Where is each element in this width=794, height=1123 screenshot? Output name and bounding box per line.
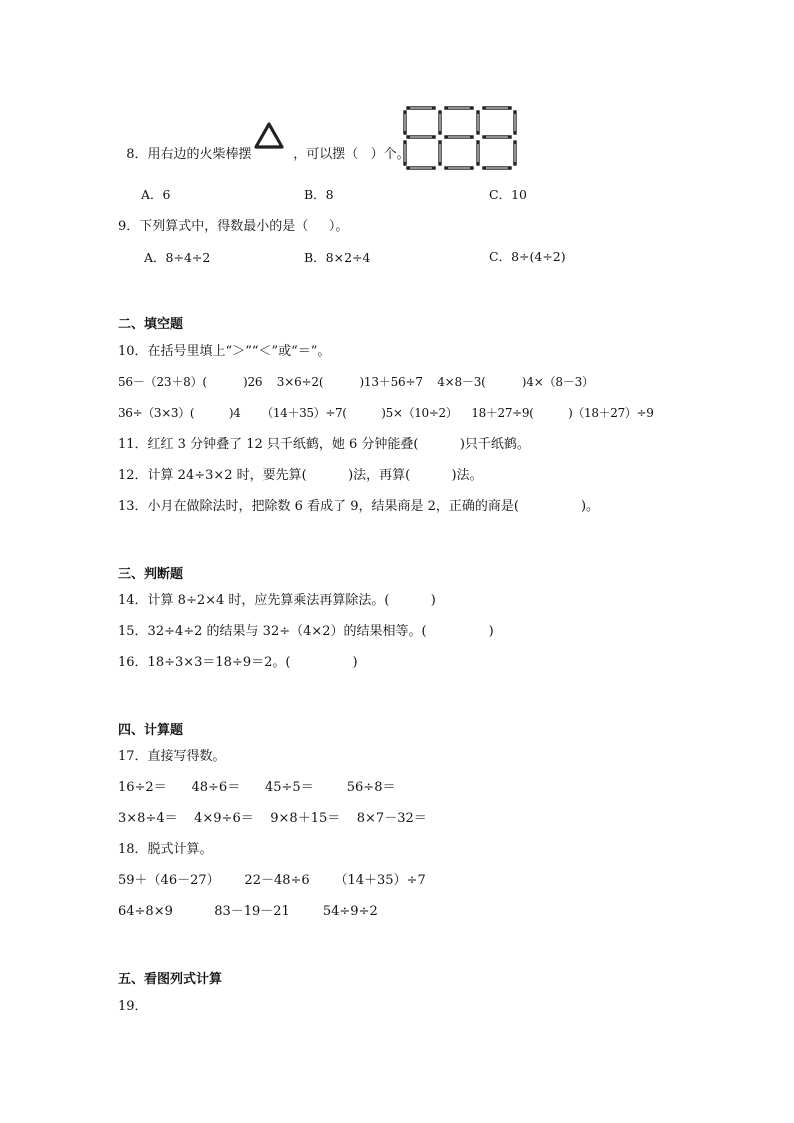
- q9-option-b: B．8×2÷4: [304, 250, 371, 265]
- question-8: [118, 131, 252, 163]
- q8-option-c: C．10: [489, 187, 527, 202]
- section-3-heading: 三、判断题: [118, 567, 184, 582]
- question-16: 16．18÷3×3＝18÷9＝2。( ): [118, 655, 358, 670]
- q8-option-b: B．8: [304, 187, 334, 202]
- q8-option-a: A．6: [141, 187, 171, 202]
- q18-row-1: 59＋（46－27） 22－48÷6 （14＋35）÷7: [118, 873, 426, 888]
- q8-text-before: 8．用右边的火柴棒摆: [126, 147, 252, 162]
- question-18: 18．脱式计算。: [118, 842, 213, 857]
- q18-row-2: 64÷8×9 83－19－21 54÷9÷2: [118, 904, 378, 919]
- question-17: 17．直接写得数。: [118, 749, 226, 764]
- q17-row-2: 3×8÷4＝ 4×9÷6＝ 9×8＋15＝ 8×7－32＝: [118, 811, 427, 826]
- question-13: 13．小月在做除法时，把除数 6 看成了 9，结果商是 2，正确的商是( )。: [118, 499, 600, 514]
- q9-option-a: A．8÷4÷2: [144, 250, 211, 265]
- question-14: 14．计算 8÷2×4 时，应先算乘法再算除法。( ): [118, 593, 436, 608]
- section-4-heading: 四、计算题: [118, 723, 184, 738]
- q8-text-after-wrap: [285, 131, 410, 163]
- question-9: 9．下列算式中，得数最小的是（ ）。: [118, 219, 349, 234]
- matchstick-squares-icon: [402, 104, 520, 172]
- q9-option-c: C．8÷(4÷2): [489, 249, 566, 264]
- q10-row-1: 56－（23＋8）( )26 3×6÷2( )13＋56÷7 4×8－3( )4×（8－3）: [118, 375, 594, 389]
- q10-row-2: 36÷（3×3）( )4 （14＋35）÷7( )5×（10÷2） 18＋27÷9( )（18＋27）÷9: [118, 406, 654, 420]
- matchstick-triangle-icon: [253, 121, 285, 151]
- question-15: 15．32÷4÷2 的结果与 32÷（4×2）的结果相等。( ): [118, 624, 494, 639]
- section-2-heading: 二、填空题: [118, 317, 184, 332]
- q17-row-1: 16÷2＝ 48÷6＝ 45÷5＝ 56÷8＝: [118, 780, 396, 795]
- question-12: 12．计算 24÷3×2 时，要先算( )法，再算( )法。: [118, 468, 483, 483]
- q8-text-after: ，可以摆（ ）个。: [293, 147, 410, 162]
- question-10: 10．在括号里填上“＞”“＜”或“＝”。: [118, 344, 331, 359]
- question-19: 19．: [118, 999, 148, 1014]
- section-5-heading: 五、看图列式计算: [118, 972, 223, 987]
- question-11: 11．红红 3 分钟叠了 12 只千纸鹤，她 6 分钟能叠( )只千纸鹤。: [118, 437, 530, 452]
